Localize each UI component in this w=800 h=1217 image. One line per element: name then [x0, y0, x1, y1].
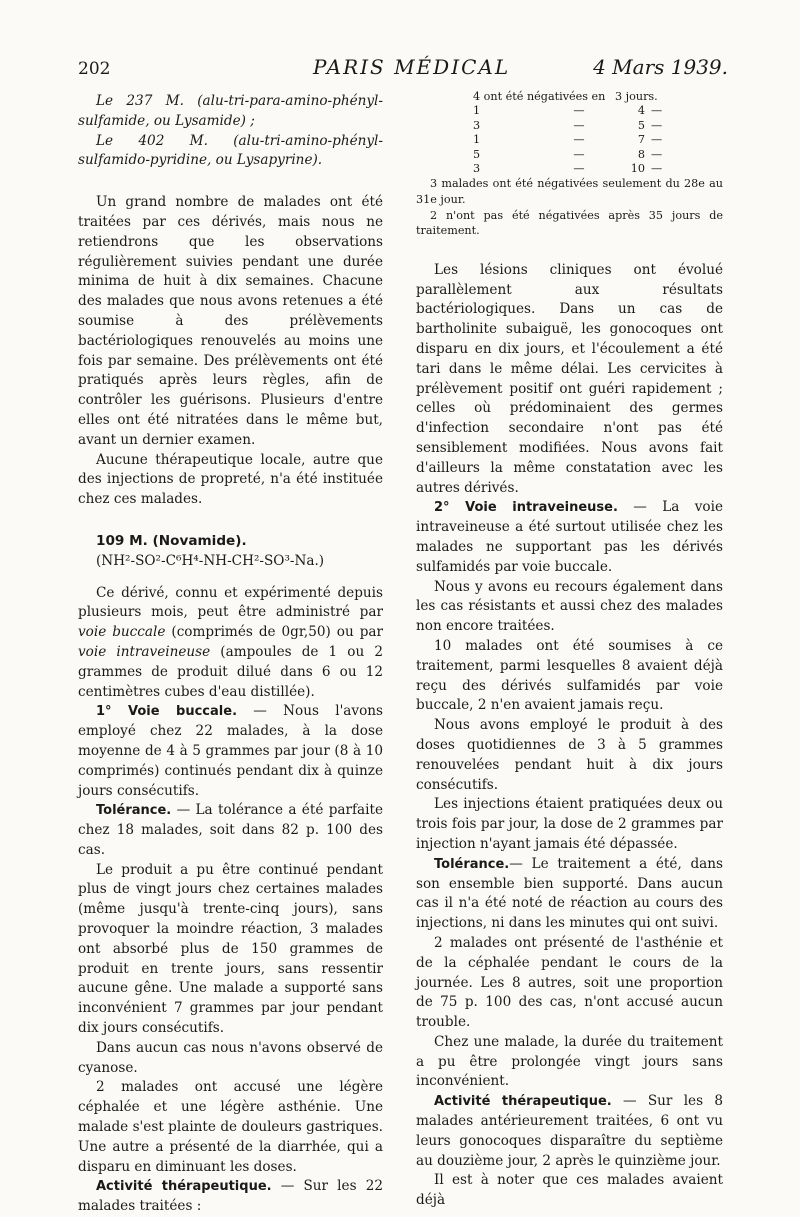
table-cell: — — [651, 133, 663, 147]
left-column — [78, 92, 383, 1217]
table-row — [470, 119, 684, 133]
table-cell: — — [651, 147, 663, 161]
run-in-heading: 1° Voie buccale. — [96, 704, 238, 720]
text-run: — Nous l'avons employé chez 22 malades, à la dose moyenne de 4 à 5 grammes par jour (8 à 10 comprimés) continués pendant dix à quinze jours consécutifs. — [78, 703, 384, 799]
section-heading: 109 M. (Novamide). — [96, 532, 247, 549]
paragraph: 2 malades ont présenté de l'asthénie et de la céphalée pendant le cours de la journée. Les 8 autres, soit une proportion de 75 p. 100 des cas, n'ont accusé aucun trouble. — [416, 934, 723, 1031]
table-cell: 8 — [637, 147, 645, 161]
run-in-heading: Activité thérapeutique. — [96, 1179, 272, 1195]
run-in-heading: Tolérance. — [96, 803, 172, 819]
text-run: Ce dérivé, connu et expérimenté depuis plusieurs mois, peut être administré par — [78, 584, 383, 621]
run-in-heading: Tolérance. — [434, 856, 510, 872]
paragraph — [416, 498, 723, 577]
table-cell: — — [651, 118, 663, 132]
text-run: voie buccale — [78, 624, 166, 641]
text-run: — La voie intraveineuse a été surtout utilisée chez les malades ne supportant pas les dérivés sulfamidés par voie buccale. — [416, 499, 723, 575]
text-run: voie intraveineuse — [78, 643, 211, 660]
table-row — [470, 148, 684, 162]
table-cell: 4 ont été négativées en — [473, 90, 606, 103]
table-cell: — — [573, 104, 585, 118]
chemical-formula: (NH²-SO²-C⁶H⁴-NH-CH²-SO³-Na.) — [96, 552, 325, 569]
paragraph: Aucune thérapeutique locale, autre que des injections de propreté, n'a été instituée chez ces malades. — [78, 451, 383, 508]
paragraph — [78, 801, 383, 860]
paragraph: Chez une malade, la durée du traitement a pu être prolongée vingt jours sans inconvénient. — [416, 1033, 723, 1090]
paragraph: Le 237 M. (alu-tri-para-amino-phényl-sulfamide, ou Lysamide) ; — [78, 93, 383, 129]
table-cell: 1 — [473, 104, 481, 118]
table-cell: 4 — [637, 104, 645, 118]
paragraph: 2 malades ont accusé une légère céphalée et une légère asthénie. Une malade s'est plainte de douleurs gastriques. Une autre a présenté de la diarrhée, qui a disparu en diminuant les doses. — [78, 1079, 383, 1175]
paragraph — [416, 855, 723, 934]
table-cell: 10 — [630, 162, 645, 176]
paragraph — [416, 1092, 723, 1171]
table-cell: 7 — [637, 133, 645, 147]
issue-date: 4 Mars 1939. — [593, 55, 728, 79]
table-cell: 3 — [473, 118, 481, 132]
table-cell: 3 jours. — [615, 90, 658, 103]
paragraph: Les lésions cliniques ont évolué parallèlement aux résultats bactériologiques. Dans un cas de bartholinite subaiguë, les gonocoques ont disparu en dix jours, et l'écoulement a été tari dans le même délai. Les cervicites à prélèvement positif ont guéri rapidement ; celles où prédominaient des germes d'infection secondaire n'ont pas été sensiblement modifiées. Nous avons fait d'ailleurs la même constatation avec les autres dérivés. — [416, 261, 723, 496]
paragraph: Nous y avons eu recours également dans les cas résistants et aussi chez des malades non encore traitées. — [416, 578, 723, 635]
table-cell: — — [573, 162, 585, 176]
results-table — [470, 90, 684, 176]
text-run: — Le traitement a été, dans son ensemble bien supporté. Dans aucun cas il n'a été noté de réaction au cours des injections, ni dans les minutes qui ont suivi. — [416, 855, 723, 932]
table-cell: 5 — [637, 118, 645, 132]
page-header — [78, 55, 728, 85]
text-run: — Sur les 22 malades traitées : — [78, 1178, 383, 1215]
paragraph: Le 402 M. (alu-tri-amino-phényl-sulfamido-pyridine, ou Lysapyrine). — [78, 132, 383, 169]
paragraph: Un grand nombre de malades ont été traitées par ces dérivés, mais nous ne retiendrons que les observations régulièrement suivies pendant une durée minima de huit à dix semaines. Chacune des malades que nous avons retenues a été soumise à des prélèvements bactériologiques renouvelés au moins une fois par semaine. Des prélèvements ont été pratiqués après leurs règles, afin de contrôler les guérisons. Plusieurs d'entre elles ont été nitratées dans le même but, avant un dernier examen. — [78, 194, 383, 448]
paragraph: Dans aucun cas nous n'avons observé de cyanose. — [78, 1039, 383, 1076]
table-cell: — — [651, 162, 663, 176]
page-number: 202 — [78, 59, 111, 79]
paragraph: Nous avons employé le produit à des doses quotidiennes de 3 à 5 grammes renouvelées pendant huit à dix jours consécutifs. — [416, 717, 723, 793]
paragraph: 10 malades ont été soumises à ce traitement, parmi lesquelles 8 avaient déjà reçu des dérivés sulfamidés par voie buccale, 2 n'en avaient jamais reçu. — [416, 637, 723, 714]
table-cell: — — [651, 104, 663, 118]
table-note: 3 malades ont été négativées seulement du 28e au 31e jour. — [416, 177, 723, 207]
run-in-heading: 2° Voie intraveineuse. — [434, 500, 618, 516]
paragraph — [78, 702, 383, 801]
table-row — [470, 162, 684, 176]
paragraph: Les injections étaient pratiquées deux ou trois fois par jour, la dose de 2 grammes par injection n'ayant jamais été dépassée. — [416, 796, 723, 852]
text-run: — Sur les 8 malades antérieurement traitées, 6 ont vu leurs gonocoques disparaître du septième au douzième jour, 2 après le quinzième jour. — [416, 1093, 723, 1169]
table-cell: — — [573, 133, 585, 147]
table-note: 2 n'ont pas été négativées après 35 jours de traitement. — [416, 208, 723, 238]
text-run: (ampoules de 1 ou 2 grammes de produit dilué dans 6 ou 12 centimètres cubes d'eau distillée). — [78, 643, 383, 700]
table-cell: 3 — [473, 162, 481, 176]
table-row — [470, 90, 684, 104]
text-run: (comprimés de 0gr,50) ou par — [165, 624, 383, 641]
table-row — [470, 104, 684, 118]
table-row — [470, 133, 684, 147]
paragraph — [78, 1177, 383, 1217]
right-column — [416, 92, 723, 1211]
table-cell: 1 — [473, 133, 481, 147]
table-cell: — — [573, 118, 585, 132]
paragraph — [78, 584, 383, 703]
run-in-heading: Activité thérapeutique. — [434, 1094, 612, 1110]
journal-title: PARIS MÉDICAL — [313, 55, 511, 79]
paragraph: Il est à noter que ces malades avaient déjà — [416, 1172, 723, 1209]
paragraph: Le produit a pu être continué pendant plus de vingt jours chez certaines malades (même jusqu'à trente-cinq jours), sans provoquer la moindre réaction, 3 malades ont absorbé plus de 150 grammes de produit en trente jours, sans ressentir aucune gêne. Une malade a supporté sans inconvénient 7 grammes par jour pendant dix jours consécutifs. — [78, 861, 383, 1037]
text-run: — La tolérance a été parfaite chez 18 malades, soit dans 82 p. 100 des cas. — [78, 802, 383, 858]
table-cell: 5 — [473, 147, 481, 161]
table-cell: — — [573, 147, 585, 161]
